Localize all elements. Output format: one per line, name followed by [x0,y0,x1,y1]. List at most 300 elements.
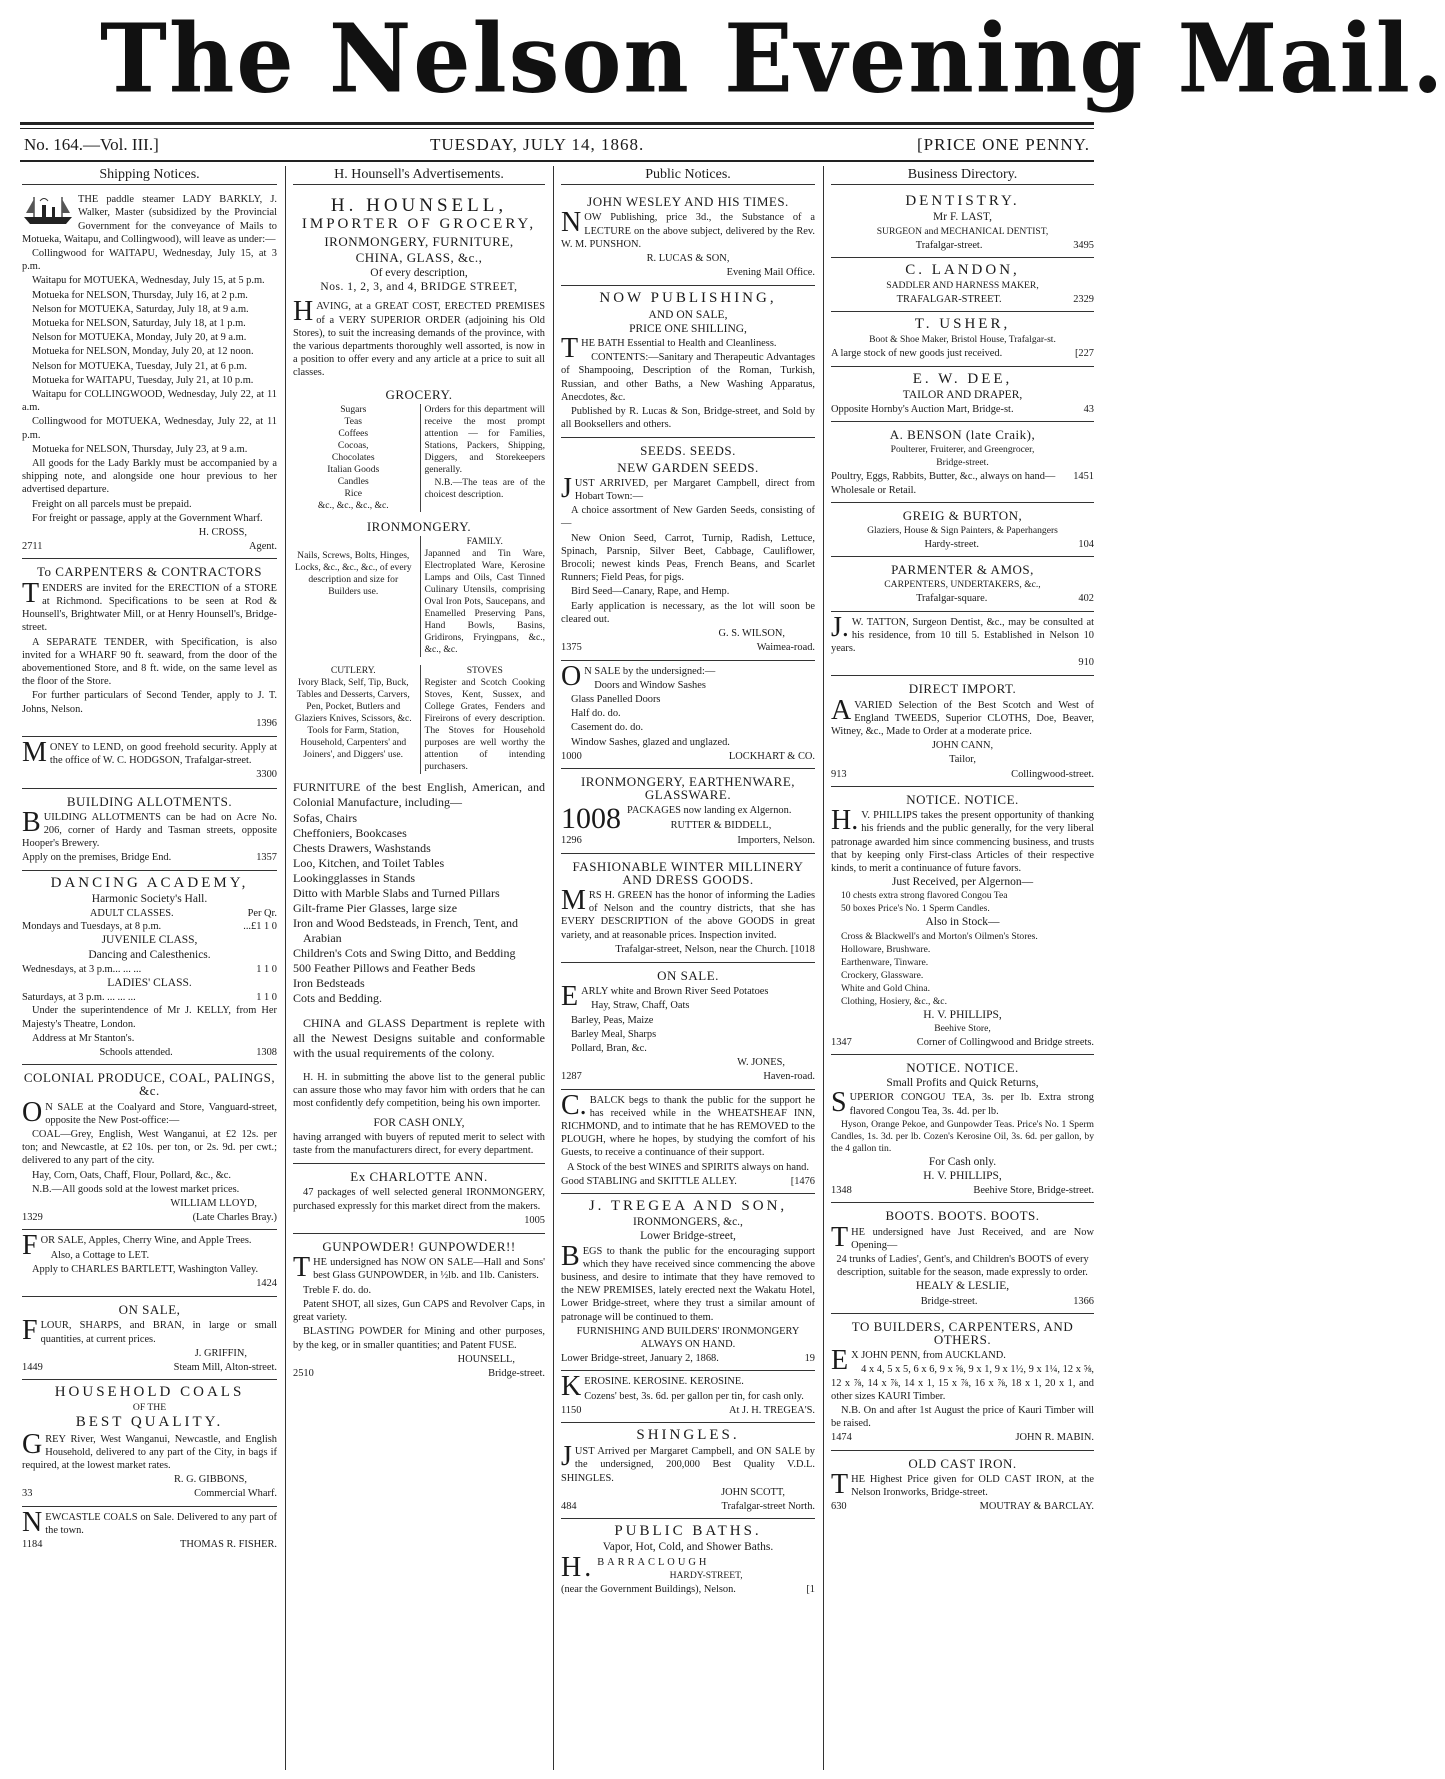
ad-text: ON SALE at the Coalyard and Store, Vanguard-street, opposite the New Post-office:— [22,1096,277,1128]
ad-signer: G. S. WILSON, [718,628,785,640]
ad-text: Trafalgar-street. [915,239,983,251]
household-coals-ad [22,1380,277,1506]
ad-text: New Onion Seed, Carrot, Turnip, Radish, Lettuce, Spinach, Parsnip, Silver Beet, Cabbage, Cauliflower, Brocoli; newest kinds Peas, French Beans, and Scarlet Runners; Field Peas, for pigs. [561,532,815,584]
ad-sub: Boot & Shoe Maker, Bristol House, Trafalgar-st. [869,334,1056,346]
dateline [20,133,1094,159]
ad-sub: Nos. 1, 2, 3, and 4, BRIDGE STREET, [320,281,518,294]
ad-title: H. HOUNSELL, [330,195,508,217]
ad-title: NOTICE. NOTICE. [906,1059,1019,1075]
ad-number: 630 [831,1501,847,1513]
ad-sub: IMPORTER OF GROCERY, [301,216,537,233]
column-header: Business Directory. [831,168,1094,185]
ad-text: (near the Government Buildings), Nelson. [561,1583,736,1595]
ad-text: Apply to CHARLES BARTLETT, Washington Valley. [32,1263,259,1275]
ad-text: Bird Seed—Canary, Rape, and Hemp. [571,586,730,598]
kerosine-ad [561,1371,815,1423]
ad-text: Ivory Black, Self, Tip, Buck, Tables and Desserts, Carvers, Pen, Pocket, Butlers and Glaziers Knives, Scissors, &c. Tools for Farm, Station, Household, Carpenters' and Joiners', and Diggers' use. [294,677,412,761]
cast-iron-ad [831,1451,1094,1519]
ad-text: Evening Mail Office. [726,267,815,279]
ad-signer: WILLIAM LLOYD, [170,1198,257,1210]
sailing-item: Collingwood for WAITAPU, Wednesday, July 15, at 3 p.m. [22,248,277,273]
ad-text: Treble F. do. do. [303,1284,372,1296]
ad-number: 1184 [22,1539,43,1551]
ad-text: Bridge-street. [488,1367,545,1379]
dee-ad [831,367,1094,423]
dateline-rule [20,160,1094,162]
ad-text: N.B.—All goods sold at the lowest market prices. [32,1183,240,1195]
ad-signer: R. LUCAS & SON, [646,253,730,265]
ad-sub: Just Received, per Algernon— [891,876,1034,889]
list-item: Loo, Kitchen, and Toilet Tables [293,856,445,871]
ship-signer: H. CROSS, [198,527,247,539]
ad-text: Hay, Corn, Oats, Chaff, Flour, Pollard, &c., &c. [32,1169,231,1181]
ad-title: DENTISTRY. [905,193,1020,210]
ad-sub: CUTLERY. [330,665,376,677]
ad-sub: Dancing and Calesthenics. [88,948,211,961]
ad-text: HAVING, at a GREAT COST, ERECTED PREMISES of a VERY SUPERIOR ORDER (adjoining his Old Stores), to suit the increasing demands of the province, with the various departments thoroughly well assorted, is now in a position to offer every and any article at a price to suit all classes. [293,296,545,379]
issue-date: TUESDAY, JULY 14, 1868. [430,135,645,154]
ad-sub: Lower Bridge-street, [640,1230,736,1243]
list-item: Hay, Straw, Chaff, Oats [591,1000,690,1012]
ad-title: COLONIAL PRODUCE, COAL, PALINGS, &c. [23,1070,276,1099]
balck-ad [561,1090,815,1194]
ad-signer: LOCKHART & CO. [728,750,815,762]
for-sale-ad [22,1230,277,1297]
ad-signer: Mr F. LAST, [933,211,992,224]
ad-signer: H.BARRACLOUGH [561,1551,710,1583]
ad-number: [1476 [790,1175,815,1187]
greig-ad [831,503,1094,557]
allotments-ad [22,789,277,871]
carpenters-ad [22,559,277,736]
ad-text: J.W. TATTON, Surgeon Dentist, &c., may be consulted at his residence, from 10 till 5. Established in Nelson 10 years. [831,611,1094,655]
issue-price: [PRICE ONE PENNY. [916,135,1090,154]
ad-text: A large stock of new goods just received. [831,348,1003,360]
list-item: Gilt-frame Pier Glasses, large size [293,901,458,916]
ad-text: BEGS to thank the public for the encouraging support which they have received since commencing the above business, and desire to intimate that they have removed to the NEW PREMISES, lately erected next the Wakatu Hotel, Lower Bridge-street, where they trust a similar amount of patronage will be continued to them. [561,1240,815,1323]
ad-title: A. BENSON (late Craik), [889,427,1036,443]
ad-signer: H. V. PHILLIPS, [923,1008,1002,1021]
sailing-item: Motueka for NELSON, Saturday, July 18, at 1 p.m. [32,318,246,330]
ad-text: Wednesdays, at 3 p.m... ... ... [22,963,142,975]
direct-import-ad [831,676,1094,786]
ad-number: 3300 [256,769,277,781]
ship-terms: All goods for the Lady Barkly must be accompanied by a shipping note, and alongside one hour previous to her advertised departure. [22,458,277,496]
ship-role: Agent. [249,541,277,553]
sailing-item: Motueka for WAITAPU, Tuesday, July 21, at 10 p.m. [32,374,254,386]
seeds-ad [561,438,815,660]
ad-text: N.B. On and after 1st August the price of Kauri Timber will be raised. [831,1404,1094,1430]
list-item: Casement do. do. [571,722,644,734]
ad-text: Commercial Wharf. [194,1488,277,1500]
ad-signer: H. V. PHILLIPS, [923,1169,1002,1182]
ad-text: Haven-road. [763,1071,815,1083]
list-item: Holloware, Brushware. [841,943,931,955]
ad-title: DIRECT IMPORT. [908,681,1017,697]
ad-sub: Also in Stock— [925,916,1000,929]
sailing-item: Motueka for NELSON, Thursday, July 16, at 2 p.m. [32,289,248,301]
parmenter-ad [831,557,1094,611]
ad-title: BEST QUALITY. [75,1414,224,1431]
list-item: Iron Bedsteads [293,976,365,991]
ad-sub: CARPENTERS, UNDERTAKERS, &c., [884,579,1041,591]
ad-sub: SADDLER AND HARNESS MAKER, [886,280,1039,292]
ad-text: FLOUR, SHARPS, and BRAN, in large or small quantities, at current prices. [22,1315,277,1347]
ad-title: To CARPENTERS & CONTRACTORS [36,564,263,580]
list-item: Crockery, Glassware. [841,969,924,981]
list-item: Earthenware, Tinware. [841,956,929,968]
ad-number: 104 [1078,539,1094,551]
ad-number: [1 [806,1583,815,1595]
ad-number: 19 [804,1353,815,1365]
phillips-tea-ad [831,1055,1094,1203]
ad-text: MRS H. GREEN has the honor of informing the Ladies of Nelson and the country districts, that she has EVERY DESCRIPTION of the above GOODS in great variety, and at reasonable prices. Inspection invited. [561,884,815,941]
ad-title: C. LANDON, [905,261,1020,278]
ad-sub: LADIES' CLASS. [107,976,192,989]
list-item: 10 chests extra strong flavored Congou Tea [841,890,1008,902]
ad-sub: HARDY-STREET, [669,1569,743,1581]
list-item: Clothing, Hosiery, &c., &c. [841,995,947,1007]
ad-sub: IRONMONGERY, FURNITURE, [324,233,514,249]
list-item: Barley Meal, Sharps [571,1028,657,1040]
column-business-directory [831,168,1094,1768]
potatoes-ad [561,963,815,1090]
ad-sub: TAILOR AND DRAPER, [902,388,1023,401]
ad-text: Also, a Cottage to LET. [50,1249,150,1261]
ad-text: Opposite Hornby's Auction Mart, Bridge-st. [831,404,1014,416]
ad-text: AVARIED Selection of the Best Scotch and West of England TWEEDS, Superior CLOTHS, Doe, Beaver, Witney, &c., Made to Order at a moderate price. [831,694,1094,738]
ad-title: PUBLIC BATHS. [614,1523,762,1540]
ad-number: 1375 [561,642,582,654]
list-item: Sofas, Chairs [293,811,357,826]
list-item: Barley, Peas, Maize [571,1014,654,1026]
ad-text: Apply on the premises, Bridge End. [22,852,172,864]
furniture-list [293,811,545,1006]
ad-text: Importers, Nelson. [737,835,815,847]
ad-sub: FAMILY. [466,536,503,548]
ad-text: EARLY white and Brown River Seed Potatoes [561,981,769,1013]
ad-number: 43 [1083,404,1094,416]
ad-text: Trafalgar-street, Nelson, near the Church. [1018 [615,943,815,955]
list-item: Chests Drawers, Washstands [293,841,431,856]
ad-number: 1150 [561,1404,582,1416]
ad-text: (Late Charles Bray.) [192,1212,277,1224]
column-header: Shipping Notices. [22,168,277,185]
ad-title: ON SALE. [657,967,719,983]
newspaper-title: The Nelson Evening Mail. [100,3,1445,115]
ad-text: Mondays and Tuesdays, at 8 p.m. [22,921,162,933]
ad-sub: Harmonic Society's Hall. [91,892,208,905]
ad-text: Address at Mr Stanton's. [32,1032,135,1044]
ad-text: JUST Arrived per Margaret Campbell, and ON SALE by the undersigned, 200,000 Best Quality V.D.L. SHINGLES. [561,1441,815,1484]
ad-title: GUNPOWDER! GUNPOWDER!! [322,1239,516,1255]
ad-text: Corner of Collingwood and Bridge streets. [916,1036,1094,1048]
ad-text: CONTENTS:—Sanitary and Therapeutic Advantages of Shampooing, Description of the Roman, Turkish, Russian, and other Baths, a New Washing Apparatus, Anecdotes, &c. [561,352,815,403]
newcastle-coals-ad [22,1507,277,1557]
ad-text: Cozens' best, 3s. 6d. per gallon per tin, for cash only. [584,1390,804,1402]
sailing-item: Nelson for MOTUEKA, Monday, July 20, at 9 a.m. [32,332,247,344]
list-item: Doors and Window Sashes [594,679,706,691]
ad-text: BUILDING ALLOTMENTS can be had on Acre No. 206, corner of Hardy and Tasman streets, opposite Hooper's Brewery. [22,806,277,850]
ad-title: FASHIONABLE WINTER MILLINERY AND DRESS GOODS. [572,858,804,887]
ad-text: A SEPARATE TENDER, with Specification, is also invited for a WHARF 90 ft. seaward, from the door of the abovementioned Store, and 8 ft. wide, on the same level as the floor of the Store. [22,636,277,688]
ad-signer: THOMAS R. FISHER. [180,1539,277,1551]
ad-number: 1449 [22,1362,43,1374]
ad-sub: JUVENILE CLASS, [101,934,198,947]
colonial-produce-ad [22,1065,277,1230]
column-hounsell [293,168,545,1768]
ad-text: Early application is necessary, as the lot will soon be cleared out. [561,600,815,625]
ad-text: MONEY to LEND, on good freehold security. Apply at the office of W. C. HODGSON, Trafalgar-street. [22,736,277,768]
ad-text: Tailor, [949,754,976,766]
ad-title: BOOTS. BOOTS. BOOTS. [885,1208,1040,1224]
ad-text: BLASTING POWDER for Mining and other purposes, by the keg, or in smaller quantities; and Patent FUSE. [293,1326,545,1351]
ad-title: T. USHER, [914,316,1011,333]
ad-number: 1005 [524,1214,545,1226]
ad-title: IRONMONGERY, EARTHENWARE, GLASSWARE. [580,773,796,803]
ad-text: GREY River, West Wanganui, Newcastle, and English Household, delivered to any part of the City, in bags if required, at the lowest market rates. [22,1428,277,1472]
ad-price: 1 1 0 [256,992,277,1004]
lady-barkly-ad [22,189,277,559]
benson-ad [831,422,1094,503]
ad-signer: W. JONES, [737,1057,785,1069]
list-item: Ditto with Marble Slabs and Turned Pillars [293,886,500,901]
dancing-ad [22,871,277,1066]
ad-number: 1329 [22,1212,43,1224]
ad-sub: Glaziers, House & Sign Painters, & Paperhangers [867,525,1058,537]
ad-price: 1 1 0 [256,963,277,975]
ad-text: FURNISHING AND BUILDERS' IRONMONGERY ALWAYS ON HAND. [576,1325,800,1351]
sailing-list [22,247,277,456]
ad-text: C.BALCK begs to thank the public for the support he has received while in the WHEATSHEAF INN, RICHMOND, and to intimate that he has REMOVED to the PLOUGH, where he hopes, by studying the comfort of his Guests, to receive a continuance of their support. [561,1089,815,1159]
ad-sub: For Cash only. [928,1155,997,1168]
ad-text: TENDERS are invited for the ERECTION of a STORE at Richmond. Specifications to be seen at Rod & Hounsell's, Brightwater Mill, or at Henry Hounsell's, Bridge-street. [22,577,277,634]
ad-text: JUST ARRIVED, per Margaret Campbell, direct from Hobart Town:— [561,472,815,504]
list-item: Iron and Wood Bedsteads, in French, Tent, and Arabian [293,916,519,946]
shingles-ad [561,1423,815,1519]
package-count: 1008 [561,802,621,836]
column-header: Public Notices. [561,168,815,185]
ad-number: 910 [1078,657,1094,669]
ad-title: J. TREGEA AND SON, [588,1198,788,1214]
list-item: Glass Panelled Doors [571,693,661,705]
grocery-list: Sugars Teas Coffees Cocoas, Chocolates Italian Goods Candles Rice &c., &c., &c., &c. [317,403,389,511]
tregea-ad [561,1194,815,1371]
ad-sub: Vapor, Hot, Cold, and Shower Baths. [602,1541,774,1554]
ad-number: 1424 [256,1278,277,1290]
ad-text: having arranged with buyers of reputed merit to select with taste from the manufacturers direct, for every department. [293,1131,545,1157]
ad-number: [227 [1074,348,1094,360]
ad-text: FOR SALE, Apples, Cherry Wine, and Apple Trees. [22,1230,252,1262]
ad-number: 402 [1078,593,1094,605]
ad-sub: IRONMONGERS, &c., [633,1216,743,1229]
ad-number: 2329 [1073,294,1094,306]
ad-text: Trafalgar-square. [916,593,988,605]
ad-text: ON SALE by the undersigned:— [561,660,716,692]
ad-number: 484 [561,1501,577,1513]
ad-section-title: IRONMONGERY. [366,518,472,534]
column-header: H. Hounsell's Advertisements. [293,168,545,185]
ad-title: NOW PUBLISHING, [599,290,777,307]
ad-text: 4 x 4, 5 x 5, 6 x 6, 9 x ⅝, 9 x 1, 9 x 1½, 9 x 1¼, 12 x ⅝, 12 x ⅞, 14 x ⅞, 14 x 1, 15 x ⅞, 16 x ⅞, 18 x 1, 20 x 1, and other sizes KAURI Timber. [831,1364,1094,1402]
hounsell-ad [293,189,545,1164]
ad-text: N.B.—The teas are of the choicest description. [424,476,545,500]
earthenware-ad [561,769,815,854]
ad-number: 1357 [256,852,277,864]
ad-text: Waimea-road. [756,642,815,654]
ad-title: ON SALE, [118,1302,181,1318]
ad-title: GREIG & BURTON, [902,507,1023,523]
bath-book-ad [561,286,815,438]
steamer-icon [22,193,74,227]
ad-text: Orders for this department will receive the most prompt attention — for Families, Stations, Packers, Shipping, Diggers, and Storekeepers generally. [424,403,545,475]
ad-text: Bridge-street. [920,1295,978,1307]
ad-text: 47 packages of well selected general IRONMONGERY, purchased expressly for this market direct from the makers. [293,1187,545,1212]
ad-text: CHINA and GLASS Department is replete with all the Newest Designs suitable and conformable with the usual requirements of the colony. [293,1016,545,1061]
ad-title: NOTICE. NOTICE. [906,791,1019,807]
ad-text: Trafalgar-street North. [721,1501,815,1513]
public-baths-ad [561,1519,815,1601]
sailing-item: Nelson for MOTUEKA, Saturday, July 18, at 9 a.m. [32,303,249,315]
ad-number: 1366 [1073,1295,1094,1307]
list-item: White and Gold China. [841,982,930,994]
ad-title: HOUSEHOLD COALS [54,1384,245,1401]
builders-ad [831,1314,1094,1451]
ad-title: TO BUILDERS, CARPENTERS, AND OTHERS. [851,1318,1074,1347]
ship-apply: For freight or passage, apply at the Government Wharf. [32,512,263,524]
list-item: Lookingglasses in Stands [293,871,415,886]
sailing-item: Nelson for MOTUEKA, Tuesday, July 21, at 6 p.m. [32,360,247,372]
ad-number: 3495 [1073,239,1094,251]
millinery-ad [561,854,815,963]
ad-text: Collingwood-street. [1011,768,1094,780]
ad-sub: CHINA, GLASS, &c., [355,249,483,265]
ad-signer: MOUTRAY & BARCLAY. [979,1501,1094,1513]
ad-text: Lower Bridge-street, January 2, 1868. [561,1353,719,1365]
phillips-notice-ad [831,787,1094,1055]
ad-title: KEROSINE. KEROSINE. KEROSINE. [561,1371,744,1403]
ad-number: 1308 [256,1046,277,1058]
list-item: 500 Feather Pillows and Feather Beds [293,961,476,976]
ad-text: Register and Scotch Cooking Stoves, Kent, Sussex, and College Grates, Fenders and Fireirons of every description. The Stoves for Household purposes are well worthy the attention of intending purchasers. [424,677,545,773]
ad-number: 1348 [831,1185,852,1197]
ad-number: 1347 [831,1036,852,1048]
ad-text: Hyson, Orange Pekoe, and Gunpowder Teas. Price's No. 1 Sperm Candles, 1s. 3d. per lb. Cozen's Kerosine Oil, 3s. 6d. per gallon, by the 4 gallon tin. [831,1118,1094,1154]
ad-text: Good STABLING and SKITTLE ALLEY. [561,1175,737,1187]
ad-title: PARMENTER & AMOS, [891,562,1034,578]
boots-ad [831,1203,1094,1313]
ad-sub: Bridge-street. [936,457,989,469]
ad-number: 1287 [561,1071,582,1083]
sashes-ad [561,661,815,769]
ad-signer: HOUNSELL, [457,1353,515,1365]
ad-text: Per Qr. [247,907,277,919]
sailing-item: Waitapu for MOTUEKA, Wednesday, July 15, at 5 p.m. [32,275,265,287]
ad-text: Under the superintendence of Mr J. KELLY, from Her Majesty's Theatre, London. [22,1005,277,1030]
tatton-ad [831,612,1094,677]
ad-sub: PRICE ONE SHILLING, [629,322,747,335]
ad-price: ...£1 1 0 [243,921,277,933]
gunpowder-ad [293,1234,545,1385]
list-item: 50 boxes Price's No. 1 Sperm Candles. [841,903,990,915]
ad-title: JOHN WESLEY AND HIS TIMES. [587,194,789,210]
issue-number: No. 164.—Vol. III.] [24,135,159,154]
money-ad [22,737,277,789]
ad-number: 913 [831,768,847,780]
ad-text: EX JOHN PENN, from AUCKLAND. [831,1345,1006,1377]
ad-sub: Small Profits and Quick Returns, [886,1077,1039,1090]
ad-number: 1296 [561,835,582,847]
ad-text: A Stock of the best WINES and SPIRITS always on hand. [567,1161,809,1173]
ad-text: NOW Publishing, price 3d., the Substance of a LECTURE on the above subject, delivered by the Rev. W. M. PUNSHON. [561,207,815,250]
ad-title: DANCING ACADEMY, [50,874,249,891]
list-item: Window Sashes, glazed and unglazed. [571,736,730,748]
ad-text: Steam Mill, Alton-street. [173,1362,277,1374]
charlotte-ann-ad [293,1164,545,1234]
ad-text: SUPERIOR CONGOU TEA, 3s. per lb. Extra strong flavored Congou Tea, 3s. 4d. per lb. [831,1087,1094,1119]
usher-ad [831,312,1094,366]
ad-number: 2711 [22,541,43,553]
ad-text: For further particulars of Second Tender, apply to J. T. Johns, Nelson. [22,690,277,715]
ship-freight: Freight on all parcels must be prepaid. [32,498,192,510]
sailing-item: Waitapu for COLLINGWOOD, Wednesday, July 22, at 11 a.m. [22,389,277,414]
ad-signer: RUTTER & BIDDELL, [670,819,772,831]
ad-text: Poultry, Eggs, Rabbits, Butter, &c., always on hand—Wholesale or Retail. [831,471,1056,496]
list-item: Cheffoniers, Bookcases [293,826,407,841]
ad-text: H.V. PHILLIPS takes the present opportunity of thanking his friends and the public generally, for the very liberal patronage awarded him since commencing business, and trusts that by keeping only First-class Articles of their respective kinds, to merit a continuance of future favors. [831,805,1094,874]
ad-number: 2510 [293,1367,314,1379]
dentist-last-ad [831,189,1094,258]
sailing-item: Collingwood for MOTUEKA, Wednesday, July 22, at 11 p.m. [22,416,277,441]
landon-ad [831,258,1094,312]
ad-text: Beehive Store, Bridge-street. [973,1185,1094,1197]
ad-sub: ADULT CLASSES. [89,907,174,919]
ad-signer: R. G. GIBBONS, [173,1474,247,1486]
ad-title: E. W. DEE, [912,370,1013,387]
ad-signer: JOHN CANN, [931,740,994,752]
ad-text: At J. H. TREGEA'S. [729,1404,815,1416]
column-separator [553,166,554,1770]
ad-text: COAL—Grey, English, West Wanganui, at £2 12s. per ton; and Newcastle, at £2 10s. per ton, or 2s. 9d. per cwt.; delivered to any part of the city. [22,1129,277,1167]
list-item: Pollard, Bran, &c. [571,1042,647,1054]
ad-text: TRAFALGAR-STREET. [896,294,1002,306]
ad-number: 1000 [561,750,582,762]
masthead [0,0,1445,118]
top-rule-thin [20,128,1094,129]
ad-text: THE Highest Price given for OLD CAST IRON, at the Nelson Ironworks, Bridge-street. [831,1468,1094,1500]
ad-number: 1396 [256,717,277,729]
ad-signer: JOHN R. MABIN. [1015,1432,1094,1444]
ad-text: Japanned and Tin Ware, Electroplated Ware, Kerosine Lamps and Oils, Cast Tinned Culinary Utensils, comprising Oval Iron Pots, Saucepans, and Enamelled Preserving Pans, Hand Bowls, Basins, Gridirons, Fryingpans, &c., &c., &c. [424,548,545,656]
ad-title: Ex CHARLOTTE ANN. [350,1169,488,1185]
ad-signer: JOHN SCOTT, [721,1486,785,1498]
ad-text: 24 trunks of Ladies', Gent's, and Children's BOOTS of every description, suitable for the season, made expressly to order. [836,1253,1089,1279]
ad-text: Nails, Screws, Bolts, Hinges, Locks, &c., &c., &c., of every description and size for Builders use. [294,550,412,598]
ad-text: Cross & Blackwell's and Morton's Oilmen's Stores. [841,930,1038,942]
ad-number: 33 [22,1488,33,1500]
ad-title: BUILDING ALLOTMENTS. [66,793,233,809]
ad-title: SEEDS. SEEDS. [640,443,736,459]
ad-text: PACKAGES now landing ex Algernon. [627,805,792,817]
ad-sub: STOVES [466,665,503,677]
list-item: Children's Cots and Swing Ditto, and Bedding [293,946,516,961]
ad-title: SHINGLES. [636,1427,740,1444]
list-item: Half do. do. [571,708,621,720]
ad-sub: Poulterer, Fruiterer, and Greengrocer, [890,444,1035,456]
ad-sub: OF THE [132,1402,167,1414]
column-separator [823,166,824,1770]
ad-section-title: GROCERY. [385,386,453,402]
